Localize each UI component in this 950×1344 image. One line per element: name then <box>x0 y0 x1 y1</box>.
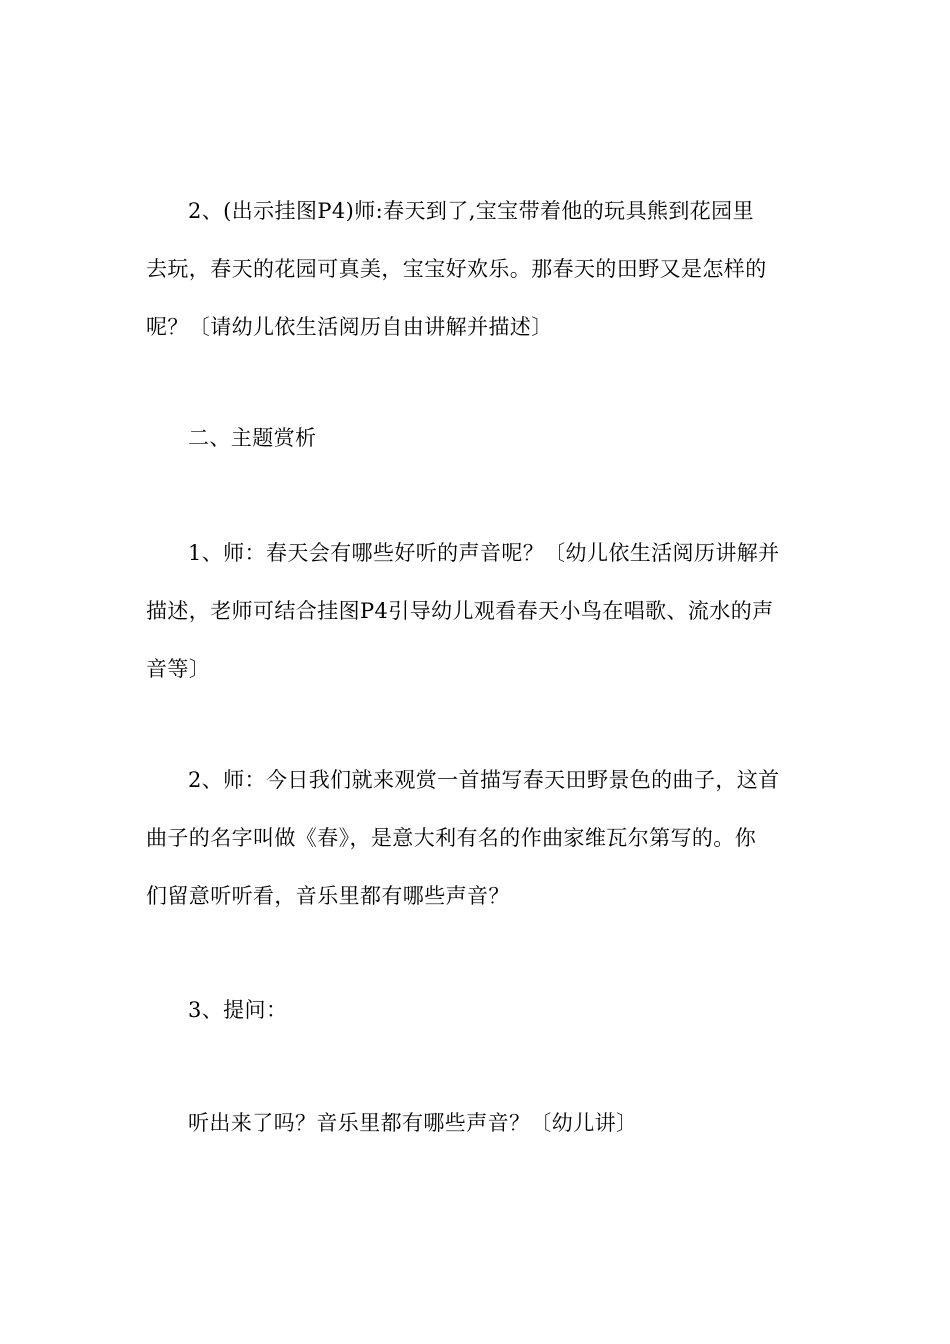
text-line: 1、师：春天会有哪些好听的声音呢？〔幼儿依生活阅历讲解并 <box>188 541 780 565</box>
text-line: 3、提问： <box>188 998 288 1022</box>
text-line: 呢？〔请幼儿依生活阅历自由讲解并描述〕 <box>146 315 553 339</box>
section-heading-theme-appreciation <box>146 409 806 467</box>
text-line: 曲子的名字叫做《春》，是意大利有名的作曲家维瓦尔第写的。你 <box>146 826 757 850</box>
paragraph-questions-heading <box>146 981 806 1039</box>
text-line: 2、(出示挂图P4)师:春天到了,宝宝带着他的玩具熊到花园里 <box>188 199 754 223</box>
text-line: 2、师：今日我们就来观赏一首描写春天田野景色的曲子，这首 <box>188 768 780 792</box>
text-line: 音等〕 <box>146 657 211 681</box>
text-line: 描述，老师可结合挂图P4引导幼儿观看春天小鸟在唱歌、流水的声 <box>146 599 774 623</box>
paragraph-question <box>146 1094 806 1152</box>
text-line: 二、主题赏析 <box>188 426 317 450</box>
text-line: 听出来了吗？音乐里都有哪些声音？〔幼儿讲〕 <box>188 1111 638 1135</box>
paragraph-activity-intro <box>146 182 806 356</box>
text-line: 们留意听听看，音乐里都有哪些声音？ <box>146 884 510 908</box>
paragraph-music-appreciation <box>146 751 806 925</box>
paragraph-spring-sounds <box>146 524 806 698</box>
text-line: 去玩，春天的花园可真美，宝宝好欢乐。那春天的田野又是怎样的 <box>146 257 767 281</box>
